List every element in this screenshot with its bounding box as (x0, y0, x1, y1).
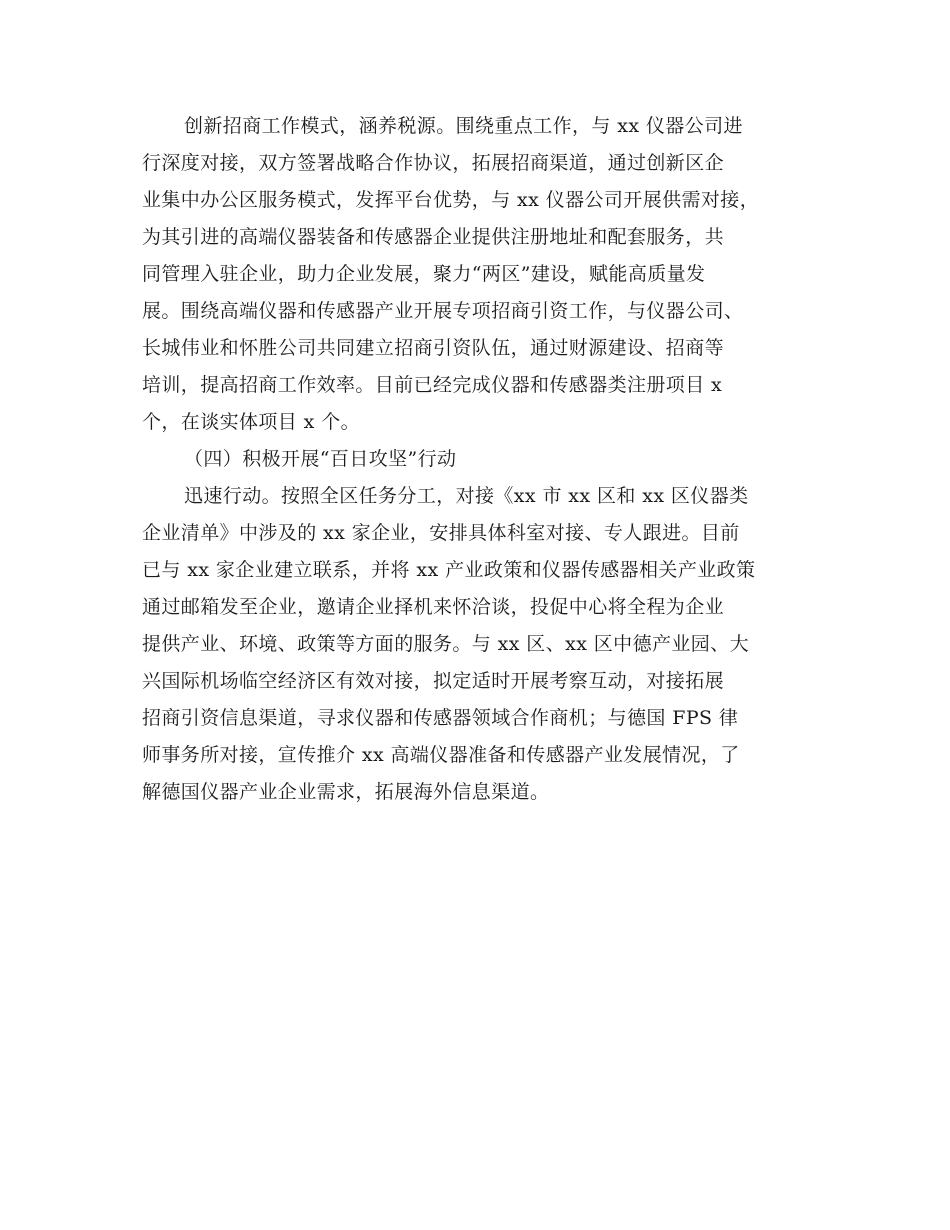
paragraph-line: 同管理入驻企业，助力企业发展，聚力“两区”建设，赋能高质量发 (142, 263, 706, 285)
paragraph-line: 迅速行动。按照全区任务分工，对接《xx 市 xx 区和 xx 区仪器类 (184, 485, 749, 507)
paragraph-line: 通过邮箱发至企业，邀请企业择机来怀洽谈，投促中心将全程为企业 (142, 596, 725, 618)
paragraph-line: 师事务所对接，宣传推介 xx 高端仪器准备和传感器产业发展情况，了 (142, 744, 740, 766)
section-heading: （四）积极开展“百日攻坚”行动 (184, 448, 457, 470)
paragraph-line: 已与 xx 家企业建立联系，并将 xx 产业政策和仪器传感器相关产业政策 (142, 559, 756, 581)
paragraph-line: 培训，提高招商工作效率。目前已经完成仪器和传感器类注册项目 x (142, 374, 723, 396)
document-body (142, 108, 810, 811)
paragraph-line: 企业清单》中涉及的 xx 家企业，安排具体科室对接、专人跟进。目前 (142, 522, 740, 544)
paragraph-line: 长城伟业和怀胜公司共同建立招商引资队伍，通过财源建设、招商等 (142, 337, 725, 359)
paragraph-line: 个，在谈实体项目 x 个。 (142, 411, 360, 433)
paragraph-line: 展。围绕高端仪器和传感器产业开展专项招商引资工作，与仪器公司、 (142, 300, 744, 322)
paragraph-line: 提供产业、环境、政策等方面的服务。与 xx 区、xx 区中德产业园、大 (142, 633, 749, 655)
paragraph-line: 创新招商工作模式，涵养税源。围绕重点工作，与 xx 仪器公司进 (184, 115, 743, 137)
paragraph-line: 兴国际机场临空经济区有效对接，拟定适时开展考察互动，对接拓展 (142, 670, 725, 692)
paragraph-line: 招商引资信息渠道，寻求仪器和传感器领域合作商机；与德国 FPS 律 (142, 707, 739, 729)
paragraph-line: 为其引进的高端仪器装备和传感器企业提供注册地址和配套服务，共 (142, 226, 725, 248)
paragraph-line: 解德国仪器产业企业需求，拓展海外信息渠道。 (142, 781, 550, 803)
paragraph-line: 业集中办公区服务模式，发挥平台优势，与 xx 仪器公司开展供需对接， (142, 189, 760, 211)
paragraph-line: 行深度对接，双方签署战略合作协议，拓展招商渠道，通过创新区企 (142, 152, 725, 174)
